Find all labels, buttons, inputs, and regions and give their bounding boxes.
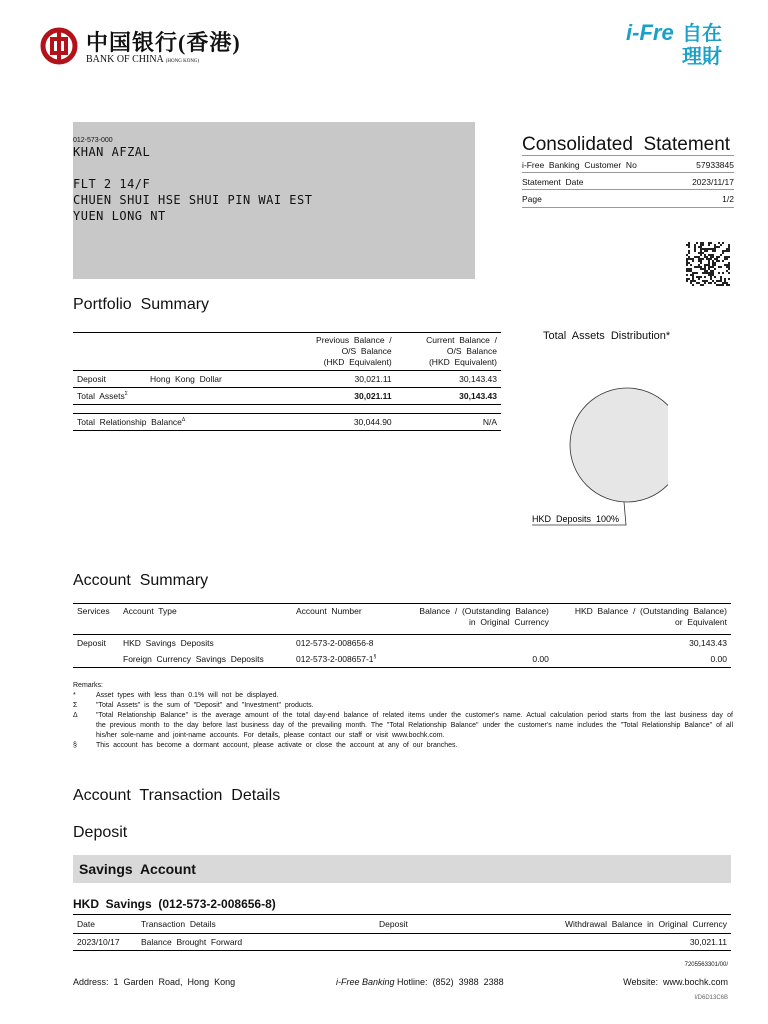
bank-name-chinese: 中国银行(香港) bbox=[86, 30, 241, 55]
table-row: Deposit Hong Kong Dollar 30,021.11 30,143.43 bbox=[77, 374, 497, 384]
total-assets-row: Total Assets$^\Sigma$ 30,021.11 30,143.43 bbox=[73, 388, 501, 405]
statement-row-customer-no: i-Free Banking Customer No 57933845 bbox=[522, 155, 734, 173]
bank-logo-icon bbox=[40, 27, 78, 65]
portfolio-summary-title: Portfolio Summary bbox=[73, 296, 210, 313]
transaction-details-title: Account Transaction Details bbox=[73, 787, 281, 804]
document-reference: 7205563301/00/ bbox=[684, 962, 728, 968]
address-line-1: FLT 2 14/F bbox=[73, 177, 151, 191]
address-line-2: CHUEN SHUI HSE SHUI PIN WAI EST bbox=[73, 193, 313, 207]
remarks: Remarks: * Asset types with less than 0.1% will not be displayed. Σ "Total Assets" is the sum of "Deposit" and "Investment" products. Δ "Total Relationship Balance" is the average amount of the total day-end balance of related items under the customer's name. Actual calculation period starts from the last business day of the previous month to the day before last business day of the prevailing month. The "Total Relationship Balance" under the customer's name includes the "Total Relationship Balance" of all his/her sole-name and joint-name accounts. For details, please contact our staff or visit www.bochk.com. § This account has become a dormant account, please activate or close the account at any of our branches. bbox=[73, 682, 737, 749]
document-id: I/D6D13C6B bbox=[694, 995, 728, 1001]
qr-code-icon bbox=[686, 242, 730, 286]
hkd-savings-title: HKD Savings (012-573-2-008656-8) bbox=[73, 897, 276, 911]
footer-website-link[interactable]: Website: www.bochk.com bbox=[623, 977, 728, 987]
statement-title: Consolidated Statement bbox=[522, 134, 731, 155]
account-summary-table: Services Account Type Account Number Balance / (Outstanding Balance) in Original Currency HKD Balance / (Outstanding Balance) or Equivalent Deposit HKD Savings Deposits 012-573-2-008656-8 30,143.43 Foreign Currency Savings Deposits 012-573-2-008657-1§ 0.00 0.00 bbox=[73, 603, 731, 668]
statement-row-date: Statement Date 2023/11/17 bbox=[522, 172, 734, 190]
pie-label-hkd-deposits: HKD Deposits 100% bbox=[532, 514, 620, 524]
remark-item: Δ "Total Relationship Balance" is the average amount of the total day-end balance of related items under the customer's name. Actual calculation period starts from the last business day of the previous month to the day before last business day of the prevailing month. The "Total Relationship Balance" under the customer's name includes the "Total Relationship Balance" of all his/her sole-name and joint-name accounts. For details, please contact our staff or visit www.bochk.com. bbox=[73, 712, 737, 739]
address-reference: 012-573-000 bbox=[73, 137, 113, 144]
account-summary-title: Account Summary bbox=[73, 572, 209, 589]
svg-text:自在: 自在 bbox=[682, 21, 722, 45]
footer-address: Address: 1 Garden Road, Hong Kong bbox=[73, 977, 236, 987]
customer-name: KHAN AFZAL bbox=[73, 145, 151, 159]
transaction-table: Date Transaction Details Deposit Withdrawal Balance in Original Currency 2023/10/17 Balance Brought Forward 30,021.11 bbox=[73, 914, 731, 951]
statement-row-page: Page 1/2 bbox=[522, 189, 734, 208]
pie-slice-hkd-deposits bbox=[570, 388, 668, 502]
savings-account-bar: Savings Account bbox=[73, 855, 731, 883]
svg-text:理財: 理財 bbox=[682, 44, 722, 68]
table-row: Deposit HKD Savings Deposits 012-573-2-008656-8 30,143.43 bbox=[77, 638, 727, 648]
relationship-balance-row: Total Relationship Balance$^\Delta$ 30,044.90 N/A bbox=[73, 414, 501, 431]
remark-item: * Asset types with less than 0.1% will not be displayed. bbox=[73, 692, 279, 699]
ifree-logo bbox=[624, 18, 736, 68]
remark-item: Σ "Total Assets" is the sum of "Deposit" and "Investment" products. bbox=[73, 702, 314, 709]
assets-pie-chart bbox=[528, 385, 668, 535]
col-previous-balance: Previous Balance / O/S Balance (HKD Equivalent) bbox=[284, 333, 396, 371]
distribution-title: Total Assets Distribution* bbox=[543, 330, 671, 342]
svg-text:i-Fre: i-Fre bbox=[626, 20, 674, 45]
col-current-balance: Current Balance / O/S Balance (HKD Equivalent) bbox=[396, 333, 501, 371]
bank-name-english: BANK OF CHINA (HONG KONG) bbox=[86, 54, 200, 65]
address-line-3: YUEN LONG NT bbox=[73, 209, 166, 223]
remark-item: § This account has become a dormant account, please activate or close the account at any of our branches. bbox=[73, 742, 458, 749]
ifree-logo-graphic bbox=[624, 18, 736, 68]
table-row: Foreign Currency Savings Deposits 012-573-2-008657-1§ 0.00 0.00 bbox=[73, 651, 731, 668]
portfolio-table bbox=[73, 332, 501, 431]
footer-hotline: i-Free Banking Hotline: (852) 3988 2388 bbox=[336, 977, 504, 987]
table-row: 2023/10/17 Balance Brought Forward 30,021.11 bbox=[73, 934, 731, 951]
deposit-subtitle: Deposit bbox=[73, 824, 128, 841]
